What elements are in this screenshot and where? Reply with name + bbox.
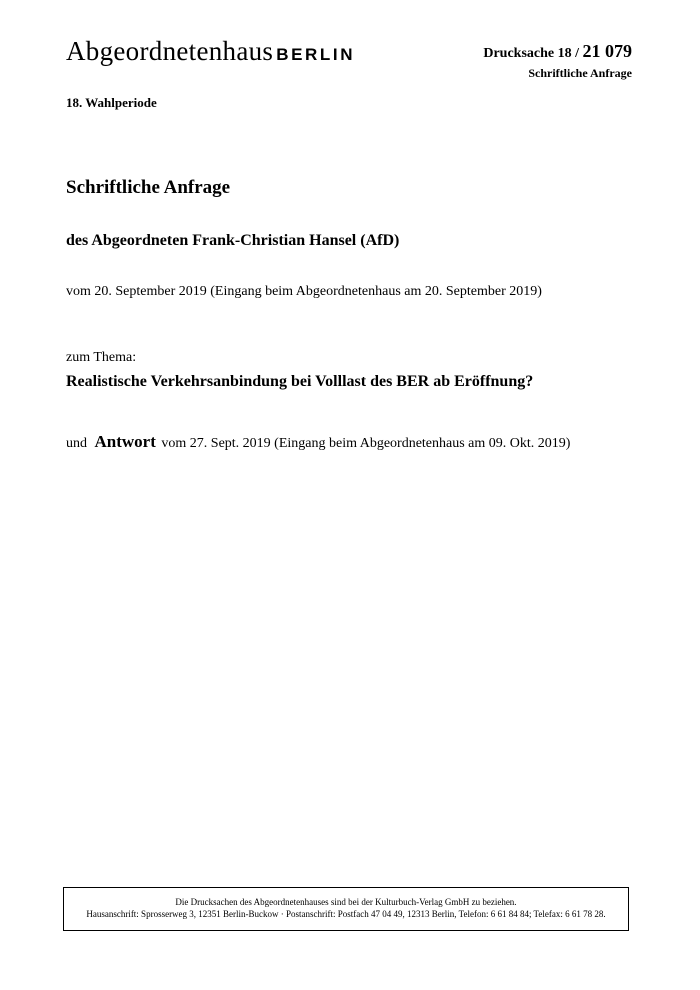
legislative-period: 18. Wahlperiode: [66, 95, 157, 110]
answer-date-text: vom 27. Sept. 2019 (Eingang beim Abgeordnetenhaus am 09. Okt. 2019): [161, 436, 571, 451]
author-line: des Abgeordneten Frank-Christian Hansel (AfD): [66, 232, 400, 249]
document-number-label: Drucksache 18 /: [483, 46, 583, 61]
document-type: Schriftliche Anfrage: [528, 66, 632, 80]
logo-city-text: BERLIN: [276, 45, 356, 64]
answer-line: [66, 432, 570, 452]
answer-word: Antwort: [94, 432, 156, 451]
document-number: [483, 41, 632, 62]
footer-line-2: Hausanschrift: Sprosserweg 3, 12351 Berlin-Buckow · Postanschrift: Postfach 47 04 49, 12313 Berlin, Telefon: 6 61 84 84; Telefax: 6 61 78 28.: [86, 909, 606, 919]
topic-title: Realistische Verkehrsanbindung bei Volllast des BER ab Eröffnung?: [66, 373, 534, 390]
page-title: Schriftliche Anfrage: [66, 177, 231, 198]
footer-box: [63, 887, 629, 931]
document-number-block: [483, 41, 632, 81]
submission-date-line: vom 20. September 2019 (Eingang beim Abgeordnetenhaus am 20. September 2019): [66, 284, 542, 299]
topic-label: zum Thema:: [66, 350, 137, 365]
answer-prefix: und: [66, 436, 87, 451]
logo-main-text: Abgeordnetenhaus: [66, 36, 274, 66]
parliament-logo: [66, 36, 355, 67]
document-number-value: 21 079: [582, 41, 632, 61]
footer-line-1: Die Drucksachen des Abgeordnetenhauses sind bei der Kulturbuch-Verlag GmbH zu beziehen.: [175, 897, 517, 907]
